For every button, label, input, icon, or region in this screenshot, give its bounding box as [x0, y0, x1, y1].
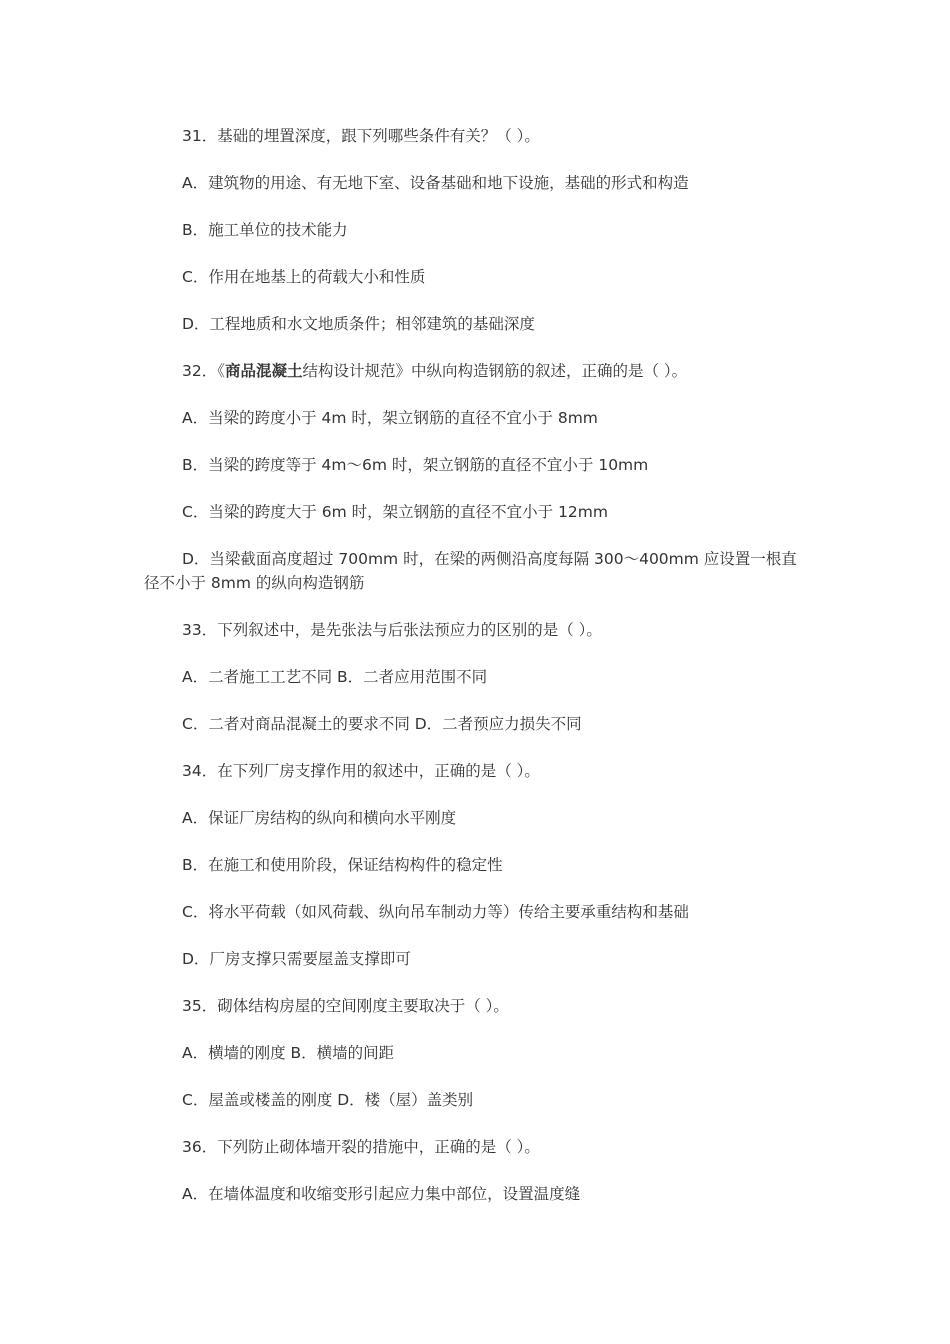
question-34-option-b: B．在施工和使用阶段，保证结构构件的稳定性 — [182, 856, 503, 874]
question-35-options-ab: A．横墙的刚度 B．横墙的间距 — [182, 1044, 395, 1062]
question-31-option-a: A．建筑物的用途、有无地下室、设备基础和地下设施，基础的形式和构造 — [182, 174, 689, 192]
document-body — [144, 124, 810, 1229]
question-34-option-c: C．将水平荷载（如风荷载、纵向吊车制动力等）传给主要承重结构和基础 — [182, 903, 689, 921]
question-31-stem: 31．基础的埋置深度，跟下列哪些条件有关？（ ）。 — [182, 127, 540, 145]
question-36-stem: 36．下列防止砌体墙开裂的措施中，正确的是（ ）。 — [182, 1138, 540, 1156]
question-32-stem-prefix: 32．《 — [182, 362, 225, 380]
question-32-stem-suffix: 结构设计规范》中纵向构造钢筋的叙述，正确的是（ ）。 — [302, 362, 688, 380]
question-33-stem: 33．下列叙述中，是先张法与后张法预应力的区别的是（ ）。 — [182, 621, 602, 639]
question-32-option-a: A．当梁的跨度小于 4m 时，架立钢筋的直径不宜小于 8mm — [182, 409, 598, 427]
question-33-options-ab: A．二者施工工艺不同 B．二者应用范围不同 — [182, 668, 488, 686]
question-32-stem-bold: 商品混凝土 — [224, 362, 303, 380]
question-32-option-c: C．当梁的跨度大于 6m 时，架立钢筋的直径不宜小于 12mm — [182, 503, 608, 521]
question-32-stem — [144, 359, 810, 383]
question-34-option-d: D．厂房支撑只需要屋盖支撑即可 — [182, 950, 411, 968]
question-36-option-a: A．在墙体温度和收缩变形引起应力集中部位，设置温度缝 — [182, 1185, 581, 1203]
question-32-option-d: D．当梁截面高度超过 700mm 时，在梁的两侧沿高度每隔 300～400mm 应设置一根直径不小于 8mm 的纵向构造钢筋 — [144, 550, 797, 592]
question-32-option-b: B．当梁的跨度等于 4m～6m 时，架立钢筋的直径不宜小于 10mm — [182, 456, 649, 474]
question-35-options-cd: C．屋盖或楼盖的刚度 D．楼（屋）盖类别 — [182, 1091, 474, 1109]
question-34-option-a: A．保证厂房结构的纵向和横向水平刚度 — [182, 809, 457, 827]
question-31-option-d: D．工程地质和水文地质条件；相邻建筑的基础深度 — [182, 315, 535, 333]
question-31-option-b: B．施工单位的技术能力 — [182, 221, 348, 239]
question-35-stem: 35．砌体结构房屋的空间刚度主要取决于（ ）。 — [182, 997, 509, 1015]
question-33-options-cd: C．二者对商品混凝土的要求不同 D．二者预应力损失不同 — [182, 715, 582, 733]
question-34-stem: 34．在下列厂房支撑作用的叙述中，正确的是（ ）。 — [182, 762, 540, 780]
question-31-option-c: C．作用在地基上的荷载大小和性质 — [182, 268, 426, 286]
